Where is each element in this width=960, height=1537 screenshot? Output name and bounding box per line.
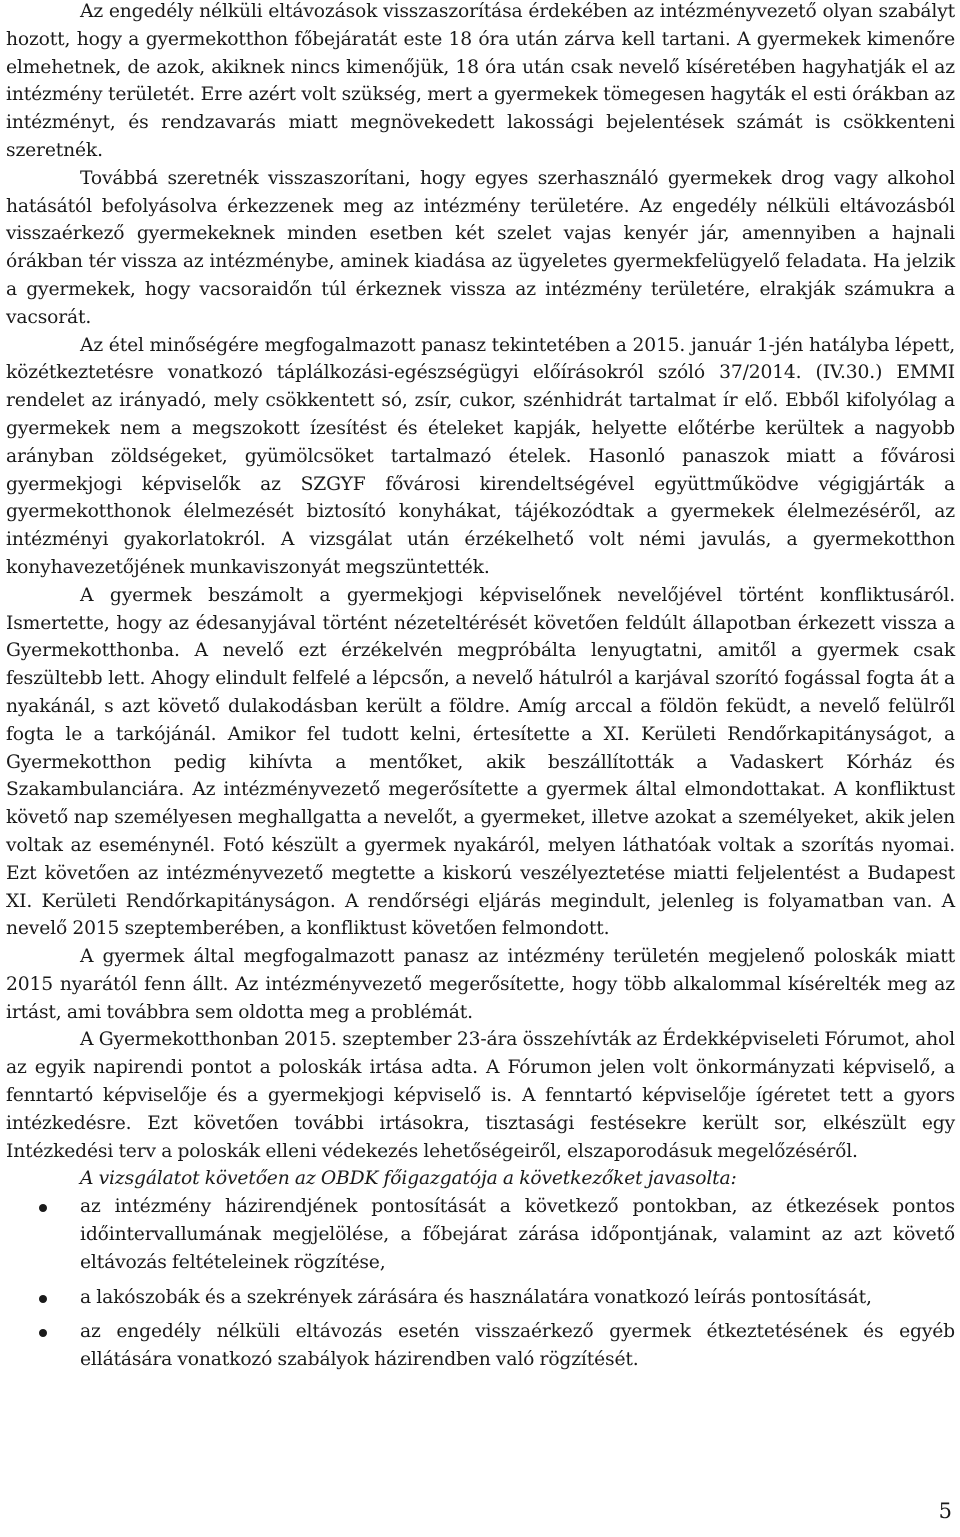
bullet-icon	[39, 1329, 47, 1337]
bullet-icon	[39, 1295, 47, 1303]
list-item	[6, 1193, 955, 1276]
paragraph-educator-conflict: A gyermek beszámolt a gyermekjogi képviselőnek nevelőjével történt konfliktusáról. Ismertette, hogy az édesanyjával történt nézeteltérését követően feldúlt állapotban érkezett vissza a Gyermekotthonba. A nevelő ezt érzékelvén megpróbálta lenyugtatni, amitől a gyermek csak feszültebb lett. Ahogy elindult felfelé a lépcsőn, a nevelő hátulról a karjával szorító fogással fogta át a nyakánál, s azt követő dulakodásban került a földre. Amíg arccal a földön feküdt, a nevelő felülről fogta le a tarkójánál. Amikor fel tudott kelni, értesítette a XI. Kerületi Rendőrkapitányságot, a Gyermekotthon pedig kihívta a mentőket, akik beszállították a Vadaskert Kórház és Szakambulanciára. Az intézményvezető megerősítette a gyermek által elmondottakat. A konfliktust követő nap személyesen meghallgatta a nevelőt, a gyermeket, illetve azokat a személyeket, akik jelen voltak az eseménynél. Fotó készült a gyermek nyakáról, melyen láthatóak voltak a szorítás nyomai. Ezt követően az intézményvezető megtette a kiskorú veszélyeztetése miatti feljelentést a Budapest XI. Kerületi Rendőrkapitányságon. A rendőrségi eljárás megindult, jelenleg is folyamatban van. A nevelő 2015 szeptemberében, a konfliktust követően felmondott.	[6, 584, 955, 940]
recommendations-heading: A vizsgálatot követően az OBDK főigazgatója a következőket javasolta:	[80, 1168, 737, 1190]
paragraph-unauthorized-absence-rule: Az engedély nélküli eltávozások visszaszorítása érdekében az intézményvezető olyan szabályt hozott, hogy a gyermekotthon főbejáratát este 18 óra után zárva kell tartani. A gyermekek kimenőre elmehetnek, de azok, akiknek nincs kimenőjük, 18 óra után csak nevelő kíséretében hagyhatják el az intézmény területét. Erre azért volt szükség, mert a gyermekek tömegesen hagyták el esti órákban az intézményt, és rendzavarás miatt megnövekedett lakossági bejelentések számát is csökkenteni szeretnék.	[6, 1, 955, 161]
paragraph-food-quality: Az étel minőségére megfogalmazott panasz tekintetében a 2015. január 1-jén hatályba lépett, közétkeztetésre vonatkozó táplálkozási-egészségügyi előírásokról szóló 37/2014. (IV.30.) EMMI rendelet az irányadó, mely csökkentett só, zsír, cukor, szénhidrát tartalmat ír elő. Ebből kifolyólag a gyermekek nem a megszokott ízesítést és ételeket kapják, helyette előtérbe kerültek a nagyobb arányban zöldségeket, gyümölcsöket tartalmazó ételek. Hasonló panaszok miatt a fővárosi gyermekjogi képviselők az SZGYF fővárosi kirendeltségével együttműködve végigjárták a gyermekotthonok élelmezését biztosító konyhákat, tájékozódtak a gyermekek élelmezéséről, az intézményi gyakorlatokról. A vizsgálat után érzékelhető volt némi javulás, a gyermekotthon konyhavezetőjének munkaviszonyát megszüntették.	[6, 334, 955, 578]
bullet-icon	[39, 1204, 47, 1212]
paragraph-substance-use: Továbbá szeretnék visszaszorítani, hogy egyes szerhasználó gyermekek drog vagy alkohol hatásától befolyásolva érkezzenek meg az intézmény területére. Az engedély nélküli eltávozásból visszaérkező gyermekeknek minden esetben két szelet vajas kenyér jár, amennyiben a hajnali órákban tér vissza az intézménybe, aminek kiadása az ügyeletes gyermekfelügyelő feladata. Ha jelzik a gyermekek, hogy vacsoraidőn túl érkeznek vissza az intézmény területére, elrakják számukra a vacsorát.	[6, 167, 955, 328]
paragraph-interest-forum: A Gyermekotthonban 2015. szeptember 23-ára összehívták az Érdekképviseleti Fórumot, ahol az egyik napirendi pontot a poloskák irtása adta. A Fórumon jelen volt önkormányzati képviselő, a fenntartó képviselője és a gyermekjogi képviselő is. A fenntartó képviselője ígéretet tett a gyors intézkedésre. Ezt követően további irtásokra, tisztasági festésekre került sor, elkészült egy Intézkedési terv a poloskák elleni védekezés lehetőségeiről, elszaporodásuk megelőzéséről.	[6, 1029, 955, 1162]
page-number: 5	[938, 1499, 952, 1523]
list-item	[6, 1318, 955, 1374]
recommendations-list	[6, 1193, 955, 1374]
paragraph-bedbug-complaint: A gyermek által megfogalmazott panasz az intézmény területén megjelenő poloskák miatt 2015 nyarától fenn állt. Az intézményvezető megerősítette, hogy több alkalommal kísérelték meg az irtást, ami továbbra sem oldotta meg a problémát.	[6, 946, 955, 1023]
recommendation-text: a lakószobák és a szekrények zárására és használatára vonatkozó leírás pontosítását,	[80, 1286, 872, 1308]
list-item	[6, 1284, 955, 1312]
recommendation-text: az intézmény házirendjének pontosítását a következő pontokban, az étkezések pontos időintervallumának megjelölése, a főbejárat zárása időpontjának, valamint az azt követő eltávozás feltételeinek rögzítése,	[80, 1196, 955, 1273]
recommendation-text: az engedély nélküli eltávozás esetén visszaérkező gyermek étkeztetésének és egyéb ellátására vonatkozó szabályok házirendben való rögzítését.	[80, 1321, 955, 1371]
document-page	[6, 0, 955, 1381]
